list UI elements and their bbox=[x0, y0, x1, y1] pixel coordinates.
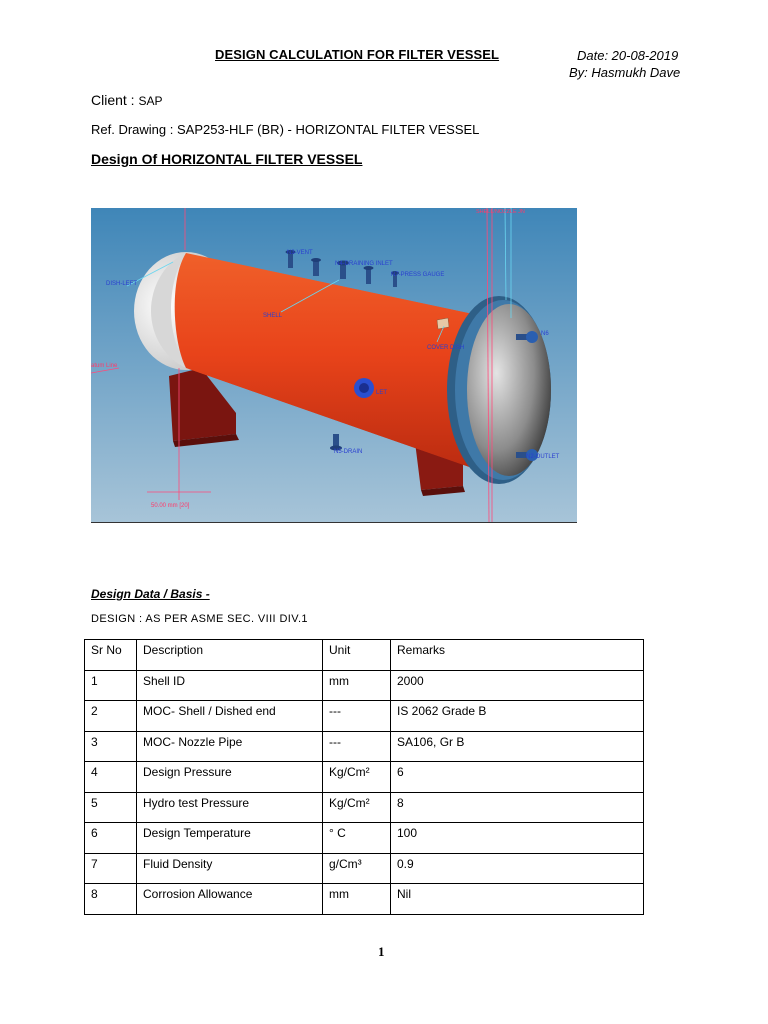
svg-text:SHELL/NOZZLE JN: SHELL/NOZZLE JN bbox=[476, 209, 525, 215]
cell-remarks: IS 2062 Grade B bbox=[391, 701, 644, 732]
label-cover-dish: COVER DISH bbox=[427, 345, 465, 351]
design-of-heading: Design Of HORIZONTAL FILTER VESSEL bbox=[91, 151, 363, 167]
cell-remarks: SA106, Gr B bbox=[391, 731, 644, 762]
cell-remarks: 0.9 bbox=[391, 853, 644, 884]
table-row bbox=[85, 884, 644, 915]
client-label: Client : bbox=[91, 92, 135, 108]
cell-description: Hydro test Pressure bbox=[137, 792, 323, 823]
cell-sr-no: 4 bbox=[85, 762, 137, 793]
cell-unit: g/Cm³ bbox=[323, 853, 391, 884]
cell-remarks: 2000 bbox=[391, 670, 644, 701]
cell-sr-no: 5 bbox=[85, 792, 137, 823]
table-row bbox=[85, 701, 644, 732]
design-data-table bbox=[84, 639, 644, 915]
label-shell: SHELL bbox=[263, 313, 283, 319]
label-dimension: 50.00 mm [20] bbox=[151, 503, 190, 509]
document-title: DESIGN CALCULATION FOR FILTER VESSEL bbox=[215, 47, 500, 62]
cell-unit: --- bbox=[323, 701, 391, 732]
header-remarks: Remarks bbox=[391, 640, 644, 671]
table-row bbox=[85, 792, 644, 823]
label-outlet: N2-OUTLET bbox=[526, 454, 560, 460]
label-drain: N5-DRAIN bbox=[334, 449, 363, 455]
table-row bbox=[85, 823, 644, 854]
cell-remarks: 8 bbox=[391, 792, 644, 823]
label-inlet: LET bbox=[376, 390, 388, 396]
label-n6: N6 bbox=[541, 331, 549, 337]
vessel-illustration bbox=[91, 208, 577, 522]
label-vent: N3-VENT bbox=[287, 250, 313, 256]
label-draining-inlet: N4-DRAINING INLET bbox=[335, 261, 393, 267]
design-basis-heading: Design Data / Basis - bbox=[91, 587, 210, 601]
cell-description: MOC- Nozzle Pipe bbox=[137, 731, 323, 762]
cell-sr-no: 2 bbox=[85, 701, 137, 732]
cell-description: Design Pressure bbox=[137, 762, 323, 793]
label-press-gauge: N7-PRESS GAUGE bbox=[391, 272, 445, 278]
cell-sr-no: 1 bbox=[85, 670, 137, 701]
page-number: 1 bbox=[378, 944, 385, 959]
vessel-3d-model-image bbox=[91, 208, 577, 523]
cell-remarks: 6 bbox=[391, 762, 644, 793]
cell-sr-no: 7 bbox=[85, 853, 137, 884]
date-line: Date: 20-08-2019 bbox=[577, 48, 679, 63]
cell-description: Design Temperature bbox=[137, 823, 323, 854]
cell-unit: --- bbox=[323, 731, 391, 762]
cell-unit: mm bbox=[323, 670, 391, 701]
header-unit: Unit bbox=[323, 640, 391, 671]
header-sr-no: Sr No bbox=[85, 640, 137, 671]
design-code: DESIGN : AS PER ASME SEC. VIII DIV.1 bbox=[91, 613, 308, 625]
cell-unit: mm bbox=[323, 884, 391, 915]
cell-description: Corrosion Allowance bbox=[137, 884, 323, 915]
label-dish-left: DISH-LEFT bbox=[106, 281, 138, 287]
cell-remarks: 100 bbox=[391, 823, 644, 854]
reference-drawing: Ref. Drawing : SAP253-HLF (BR) - HORIZONTAL FILTER VESSEL bbox=[91, 122, 480, 137]
cell-unit: Kg/Cm² bbox=[323, 762, 391, 793]
author-line: By: Hasmukh Dave bbox=[569, 65, 681, 80]
cell-description: Shell ID bbox=[137, 670, 323, 701]
cell-description: Fluid Density bbox=[137, 853, 323, 884]
client-value: SAP bbox=[138, 94, 163, 108]
cell-unit: Kg/Cm² bbox=[323, 792, 391, 823]
cell-remarks: Nil bbox=[391, 884, 644, 915]
table-row bbox=[85, 670, 644, 701]
header-description: Description bbox=[137, 640, 323, 671]
table-row bbox=[85, 762, 644, 793]
cell-sr-no: 3 bbox=[85, 731, 137, 762]
label-datum-line: atum Line bbox=[91, 363, 118, 369]
table-row bbox=[85, 853, 644, 884]
cell-unit: ° C bbox=[323, 823, 391, 854]
cell-description: MOC- Shell / Dished end bbox=[137, 701, 323, 732]
client-line bbox=[91, 92, 162, 108]
cell-sr-no: 6 bbox=[85, 823, 137, 854]
table-row bbox=[85, 731, 644, 762]
table-header-row bbox=[85, 640, 644, 671]
cell-sr-no: 8 bbox=[85, 884, 137, 915]
